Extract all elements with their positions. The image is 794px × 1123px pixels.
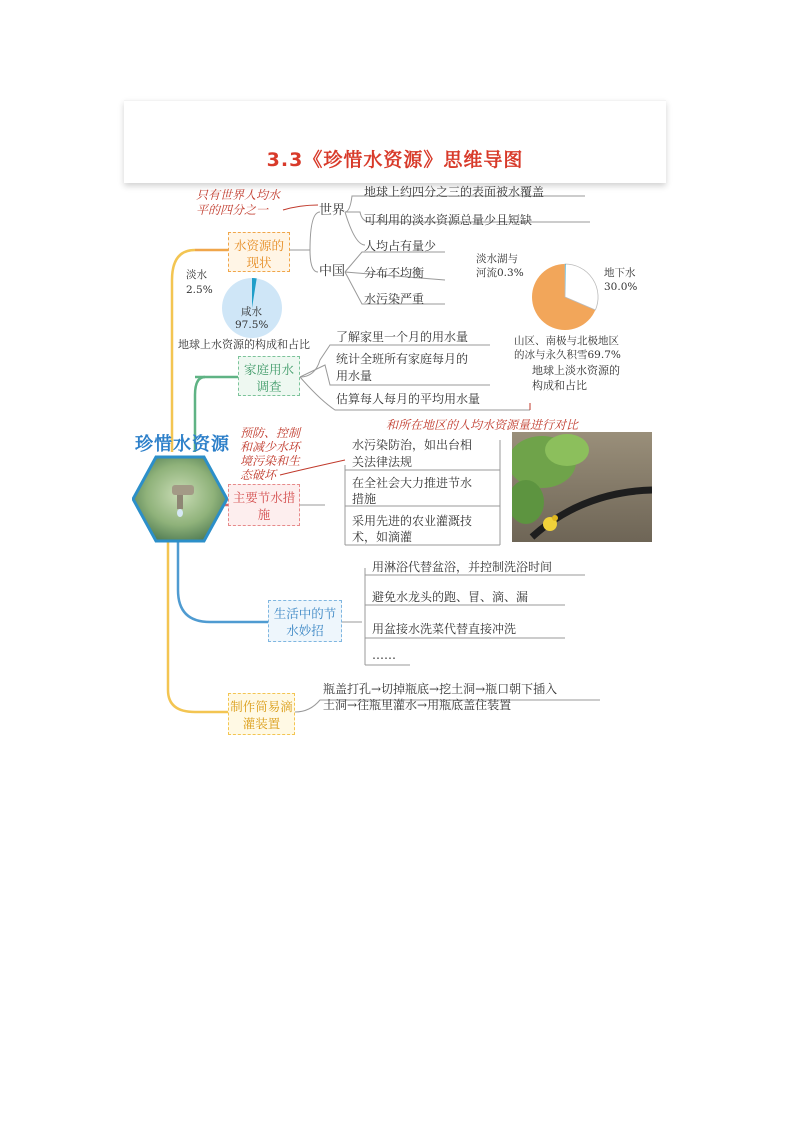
freshwater-value: 2.5% <box>186 284 213 296</box>
survey-item-2b: 用水量 <box>336 369 373 383</box>
device-steps-line1: 瓶盖打孔→切掉瓶底→挖土洞→瓶口朝下插入 <box>323 682 558 696</box>
survey-note: 和所在地区的人均水资源量进行对比 <box>386 418 579 432</box>
ice-label-2: 的冰与永久积雪69.7% <box>514 349 621 361</box>
survey-item-1: 了解家里一个月的用水量 <box>336 330 469 344</box>
central-hexagon-image <box>132 455 228 543</box>
measure-item-3b: 术，如滴灌 <box>352 530 413 544</box>
china-item-3: 水污染严重 <box>364 292 425 306</box>
branch-household-survey: 家庭用水调查 <box>238 356 300 396</box>
measure-item-2b: 措施 <box>352 492 377 506</box>
measure-item-3a: 采用先进的农业灌溉技 <box>352 514 473 528</box>
note-quarter-line2: 平的四分之一 <box>196 203 269 217</box>
central-topic: 珍惜水资源 <box>135 434 230 455</box>
note-quarter-line1: 只有世界人均水 <box>196 188 281 202</box>
tip-item-3: 用盆接水洗菜代替直接冲洗 <box>372 622 517 636</box>
saltwater-label: 咸水 <box>241 306 262 318</box>
tip-item-2: 避免水龙头的跑、冒、滴、漏 <box>372 590 529 604</box>
branch-water-status: 水资源的现状 <box>228 232 290 272</box>
lakes-label-1: 淡水湖与 <box>476 253 518 265</box>
survey-item-3: 估算每人每月的平均用水量 <box>336 392 481 406</box>
ground-label-2: 30.0% <box>604 281 638 293</box>
china-label: 中国 <box>319 264 346 279</box>
branch-daily-tips: 生活中的节水妙招 <box>268 600 342 642</box>
tip-item-4: …… <box>372 648 396 662</box>
survey-item-2a: 统计全班所有家庭每月的 <box>336 352 469 366</box>
branch-drip-device: 制作简易滴灌装置 <box>228 693 295 735</box>
branch-main-measures: 主要节水措施 <box>228 484 300 526</box>
world-item-1: 地球上约四分之三的表面被水覆盖 <box>364 185 545 199</box>
world-label: 世界 <box>319 203 346 218</box>
measure-item-1a: 水污染防治，如出台相 <box>352 438 473 452</box>
measures-note-2: 和减少水环 <box>240 440 301 454</box>
pie-fresh-water <box>530 262 600 332</box>
drip-irrigation-photo <box>512 432 652 542</box>
measures-note-1: 预防、控制 <box>240 426 301 440</box>
ice-label-1: 山区、南极与北极地区 <box>514 335 619 347</box>
china-item-1: 人均占有量少 <box>364 239 437 253</box>
freshwater-label: 淡水 <box>186 269 207 281</box>
saltwater-value: 97.5% <box>235 319 269 331</box>
trunk-line-blue <box>178 540 268 622</box>
measures-note-4: 态破坏 <box>240 468 277 482</box>
tip-item-1: 用淋浴代替盆浴，并控制洗浴时间 <box>372 560 553 574</box>
page-title: 3.3《珍惜水资源》思维导图 <box>266 149 524 171</box>
ground-label-1: 地下水 <box>604 267 636 279</box>
device-steps-line2: 土洞→往瓶里灌水→用瓶底盖住装置 <box>323 698 512 712</box>
china-item-2: 分布不均衡 <box>364 266 425 280</box>
pie-total-caption: 地球上水资源的构成和占比 <box>178 338 310 351</box>
lakes-label-2: 河流0.3% <box>476 267 524 279</box>
measures-note-3: 境污染和生 <box>240 454 301 468</box>
pie-fresh-caption-1: 地球上淡水资源的 <box>532 364 620 377</box>
pie-fresh-caption-2: 构成和占比 <box>532 379 587 392</box>
measure-item-1b: 关法律法规 <box>352 455 413 469</box>
world-item-2: 可利用的淡水资源总量少且短缺 <box>364 213 533 227</box>
measure-item-2a: 在全社会大力推进节水 <box>352 476 473 490</box>
